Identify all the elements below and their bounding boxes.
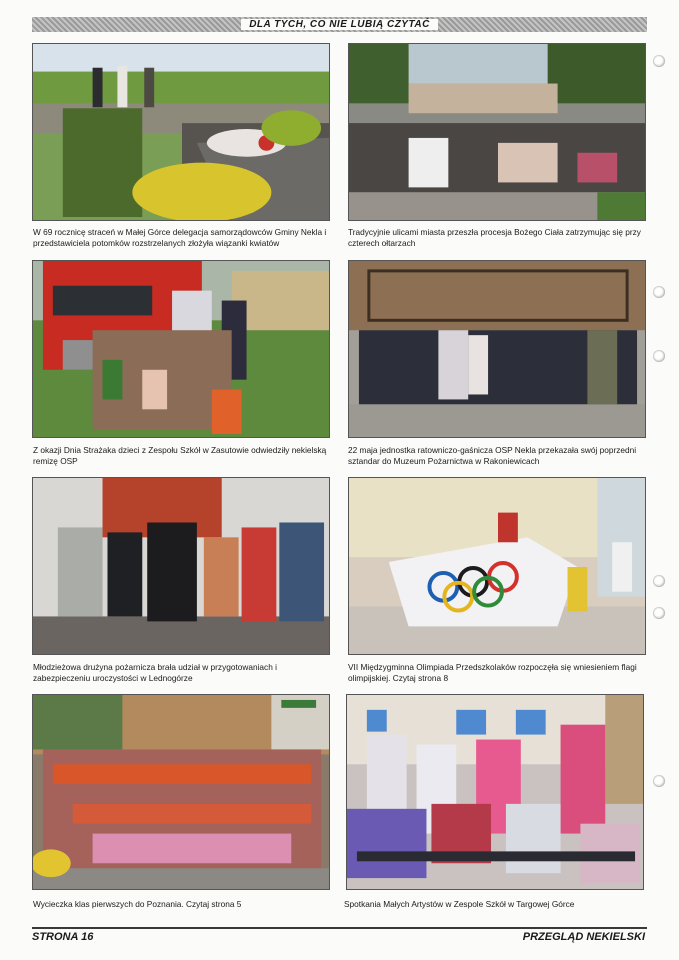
binder-hole — [653, 607, 665, 619]
binder-hole — [653, 350, 665, 362]
page-number: STRONA 16 — [32, 931, 94, 943]
photo-caption: Z okazji Dnia Strażaka dzieci z Zespołu Szkół w Zasutowie odwiedziły nekielską remizę OSP — [33, 445, 327, 466]
photo-caption: W 69 rocznicę straceń w Małej Górce delegacja samorządowców Gminy Nekla i przedstawiciela potomków rozstrzelanych złożyła wiązanki kwiatów — [33, 227, 327, 248]
binder-hole — [653, 286, 665, 298]
photo-school-trip-poznan — [32, 694, 330, 890]
binder-hole — [653, 575, 665, 587]
photo-youth-fire-brigade — [32, 477, 330, 655]
photo-caption: Spotkania Małych Artystów w Zespole Szkół w Targowej Górce — [344, 899, 575, 909]
photo-fire-station-visit — [32, 260, 330, 438]
binder-hole — [653, 775, 665, 787]
photo-preschool-olympics — [348, 477, 646, 655]
binder-hole — [653, 55, 665, 67]
section-title: DLA TYCH, CO NIE LUBIĄ CZYTAĆ — [241, 19, 438, 30]
photo-young-artists — [346, 694, 644, 890]
photo-caption: Młodzieżowa drużyna pożarnicza brała udział w przygotowaniach i zabezpieczeniu uroczystości w Lednogórze — [33, 662, 277, 683]
photo-caption: Tradycyjnie ulicami miasta przeszła procesja Bożego Ciała zatrzymując się przy czterech ołtarzach — [348, 227, 641, 248]
section-header-bar — [32, 17, 647, 32]
publication-name: PRZEGLĄD NEKIELSKI — [522, 931, 645, 943]
photo-banner-handover — [348, 260, 646, 438]
photo-caption: Wycieczka klas pierwszych do Poznania. Czytaj strona 5 — [33, 899, 242, 909]
photo-corpus-christi-procession — [348, 43, 646, 221]
photo-caption: 22 maja jednostka ratowniczo-gaśnicza OSP Nekla przekazała swój poprzedni sztandar do Muzeum Pożarnictwa w Rakoniewicach — [348, 445, 637, 466]
footer-rule — [32, 927, 647, 929]
photo-memorial-ceremony — [32, 43, 330, 221]
photo-caption: VII Międzygminna Olimpiada Przedszkolaków rozpoczęła się wniesieniem flagi olimpijskiej. Czytaj strona 8 — [348, 662, 637, 683]
